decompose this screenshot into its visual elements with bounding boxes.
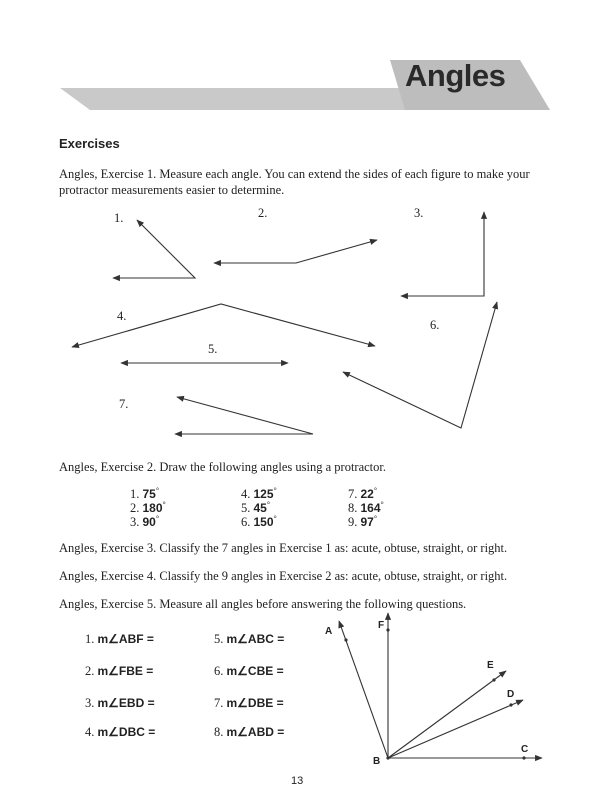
exercise5-instructions: Angles, Exercise 5. Measure all angles before answering the following questions. [59,597,467,611]
page-number: 13 [291,775,304,787]
exercise2-instructions: Angles, Exercise 2. Draw the following angles using a protractor. [59,460,386,474]
figure-label-1: 1. [114,211,124,225]
angle-item: 1. 75° [130,486,160,501]
figure-label-4: 4. [117,309,127,323]
angle-item: 3. 90° [130,514,160,529]
angle-item: 4. 125° [241,486,277,501]
question-item: 7. m∠DBE = [214,696,284,710]
figure-label-6: 6. [430,318,440,332]
point-label-B: B [373,756,381,767]
point-label-C: C [521,744,529,755]
angle-item: 9. 97° [348,514,378,529]
page-title: Angles [405,58,506,93]
exercise3-instructions: Angles, Exercise 3. Classify the 7 angles in Exercise 1 as: acute, obtuse, straight, or right. [59,541,508,555]
point-label-F: F [378,620,385,631]
question-item: 5. m∠ABC = [214,632,285,646]
point-label-D: D [507,689,515,700]
exercise1-instructions: Angles, Exercise 1. Measure each angle. You can extend the sides of each figure to make your protractor measurements easier to determine. [59,167,530,197]
figure-label-7: 7. [119,397,129,411]
figure-label-2: 2. [258,206,268,220]
angle-item: 2. 180° [130,500,166,515]
angle-item: 5. 45° [241,500,271,515]
exercise4-instructions: Angles, Exercise 4. Classify the 9 angles in Exercise 2 as: acute, obtuse, straight, or right. [59,569,508,583]
question-item: 3. m∠EBD = [85,696,155,710]
angle-item: 6. 150° [241,514,277,529]
question-item: 6. m∠CBE = [214,664,284,678]
angle-item: 7. 22° [348,486,378,501]
figure-label-5: 5. [208,342,218,356]
question-item: 8. m∠ABD = [214,725,285,739]
question-item: 1. m∠ABF = [85,632,154,646]
angle-item: 8. 164° [348,500,384,515]
point-label-E: E [487,660,494,671]
point-label-A: A [325,626,333,637]
figure-label-3: 3. [414,206,424,220]
question-item: 4. m∠DBC = [85,725,156,739]
question-item: 2. m∠FBE = [85,664,154,678]
section-heading: Exercises [59,136,120,151]
